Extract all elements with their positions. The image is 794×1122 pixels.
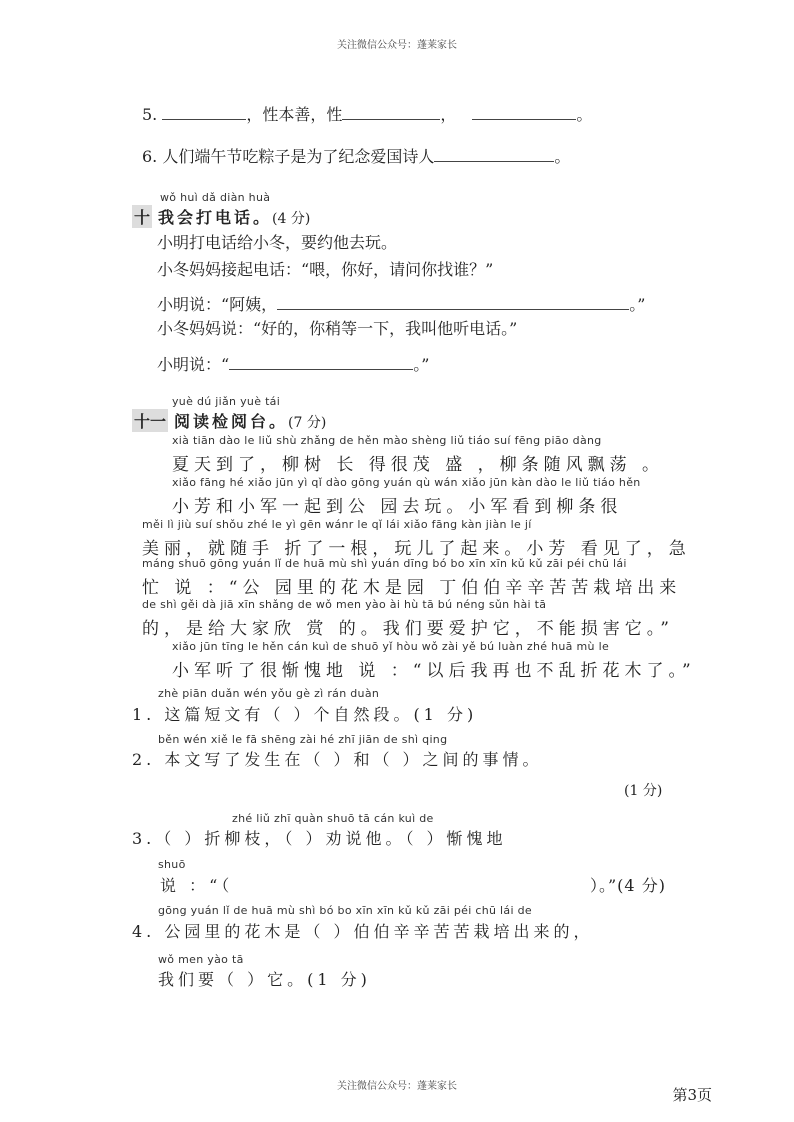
question-5 <box>142 102 592 125</box>
sec11-score: (7 分) <box>288 415 327 431</box>
q5-number: 5. <box>142 105 158 124</box>
sec10-end-2: 。” <box>413 355 430 374</box>
q6-blank[interactable] <box>434 147 554 162</box>
q5-blank-2[interactable] <box>342 105 440 120</box>
page-number: 第3页 <box>672 1086 712 1104</box>
sec10-line-5 <box>157 352 429 375</box>
passage-line-6: 小军听了很惭愧地 说 ：“以后我再也不乱折花木了。” <box>172 661 696 681</box>
question-6 <box>142 144 570 167</box>
passage-pinyin-5: de shì gěi dà jiā xīn shǎng de wǒ men yào ài hù tā bú néng sǔn hài tā <box>142 598 547 611</box>
passage-pinyin-3: měi lì jiù suí shǒu zhé le yì gēn wánr le qǐ lái xiǎo fāng kàn jiàn le jí <box>142 518 532 531</box>
sec11-title-text: 阅读检阅台。 <box>174 412 289 431</box>
q3-pinyin: zhé liǔ zhī quàn shuō tā cán kuì de <box>232 812 434 825</box>
q5-blank-3[interactable] <box>472 105 576 120</box>
q4b-text: 我们要（ ）它。(1 分) <box>158 970 371 989</box>
q6-end: 。 <box>554 147 571 166</box>
q3-text: 3.（ ）折柳枝，（ ）劝说他。（ ）惭愧地 <box>132 829 507 848</box>
q5-blank-1[interactable] <box>162 105 246 120</box>
passage-pinyin-1: xià tiān dào le liǔ shù zhǎng de hěn mào shèng liǔ tiáo suí fēng piāo dàng <box>172 434 602 447</box>
q5-text: ，性本善，性 <box>246 105 343 124</box>
q4-pinyin: gōng yuán lǐ de huā mù shì bó bo xīn xīn kǔ kǔ zāi péi chū lái de <box>158 904 532 917</box>
sec10-blank-1[interactable] <box>277 295 629 310</box>
sec10-blank-2[interactable] <box>229 355 413 370</box>
sec10-line-3 <box>157 292 645 315</box>
passage-line-5: 的，是给大家欣 赏 的。我们要爱护它，不能损害它。” <box>142 619 674 639</box>
q4-text: 4. 公园里的花木是（ ）伯伯辛辛苦苦栽培出来的， <box>132 922 594 941</box>
q3b-pinyin: shuō <box>158 858 186 871</box>
passage-line-4: 忙 说 ：“公 园里的花木是园 丁伯伯辛辛苦苦栽培出来 <box>142 578 682 598</box>
q2-score: (1 分) <box>624 783 663 799</box>
sec10-title-pinyin: wǒ huì dǎ diàn huà <box>160 191 271 204</box>
q3b-end: ）。”(4 分) <box>590 876 666 895</box>
page-header: 关注微信公众号：蓬莱家长 <box>337 40 457 51</box>
passage-line-1: 夏天到了，柳树 长 得很茂 盛 ，柳条随风飘荡 。 <box>172 455 665 475</box>
q4b-pinyin: wǒ men yào tā <box>158 953 244 966</box>
sec10-line-1: 小明打电话给小冬，要约他去玩。 <box>157 233 398 252</box>
sec11-number: 十一 <box>132 409 168 432</box>
sec10-line-5-text: 小明说：“ <box>157 355 230 374</box>
sec11-title <box>132 409 326 432</box>
q1-pinyin: zhè piān duǎn wén yǒu gè zì rán duàn <box>158 687 380 700</box>
passage-pinyin-4: máng shuō gōng yuán lǐ de huā mù shì yuán dīng bó bo xīn xīn kǔ kǔ zāi péi chū lái <box>142 557 627 570</box>
sec10-number: 十 <box>132 205 152 228</box>
sec10-title-text: 我会打电话。 <box>158 208 273 227</box>
q2-pinyin: běn wén xiě le fā shēng zài hé zhī jiān de shì qing <box>158 733 448 746</box>
page-footer: 关注微信公众号：蓬莱家长 <box>337 1081 457 1092</box>
sec10-line-3-text: 小明说：“阿姨， <box>157 295 278 314</box>
passage-pinyin-6: xiǎo jūn tīng le hěn cán kuì de shuō yǐ hòu wǒ zài yě bú luàn zhé huā mù le <box>172 640 610 653</box>
sec10-title <box>132 205 310 228</box>
q2-text: 2. 本文写了发生在（ ）和（ ）之间的事情。 <box>132 750 543 769</box>
q5-end: 。 <box>576 105 593 124</box>
sec10-end-1: 。” <box>629 295 646 314</box>
sec10-line-2: 小冬妈妈接起电话：“喂，你好，请问你找谁？” <box>157 260 494 279</box>
passage-line-3: 美丽，就随手 折了一根，玩儿了起来。小芳 看见了，急 <box>142 539 691 559</box>
q3b-text: 说 ：“（ <box>160 876 234 895</box>
q5-comma: ， <box>440 105 457 124</box>
sec10-score: (4 分) <box>272 211 311 227</box>
passage-line-2: 小芳和小军一起到公 园去玩。小军看到柳条很 <box>172 497 623 517</box>
q1-text: 1. 这篇短文有（ ）个自然段。(1 分) <box>132 705 478 724</box>
passage-pinyin-2: xiǎo fāng hé xiǎo jūn yì qǐ dào gōng yuán qù wán xiǎo jūn kàn dào le liǔ tiáo hěn <box>172 476 641 489</box>
q6-text: 6. 人们端午节吃粽子是为了纪念爱国诗人 <box>142 147 435 166</box>
sec11-title-pinyin: yuè dú jiǎn yuè tái <box>172 395 281 408</box>
sec10-line-4: 小冬妈妈说：“好的，你稍等一下，我叫他听电话。” <box>157 319 518 338</box>
